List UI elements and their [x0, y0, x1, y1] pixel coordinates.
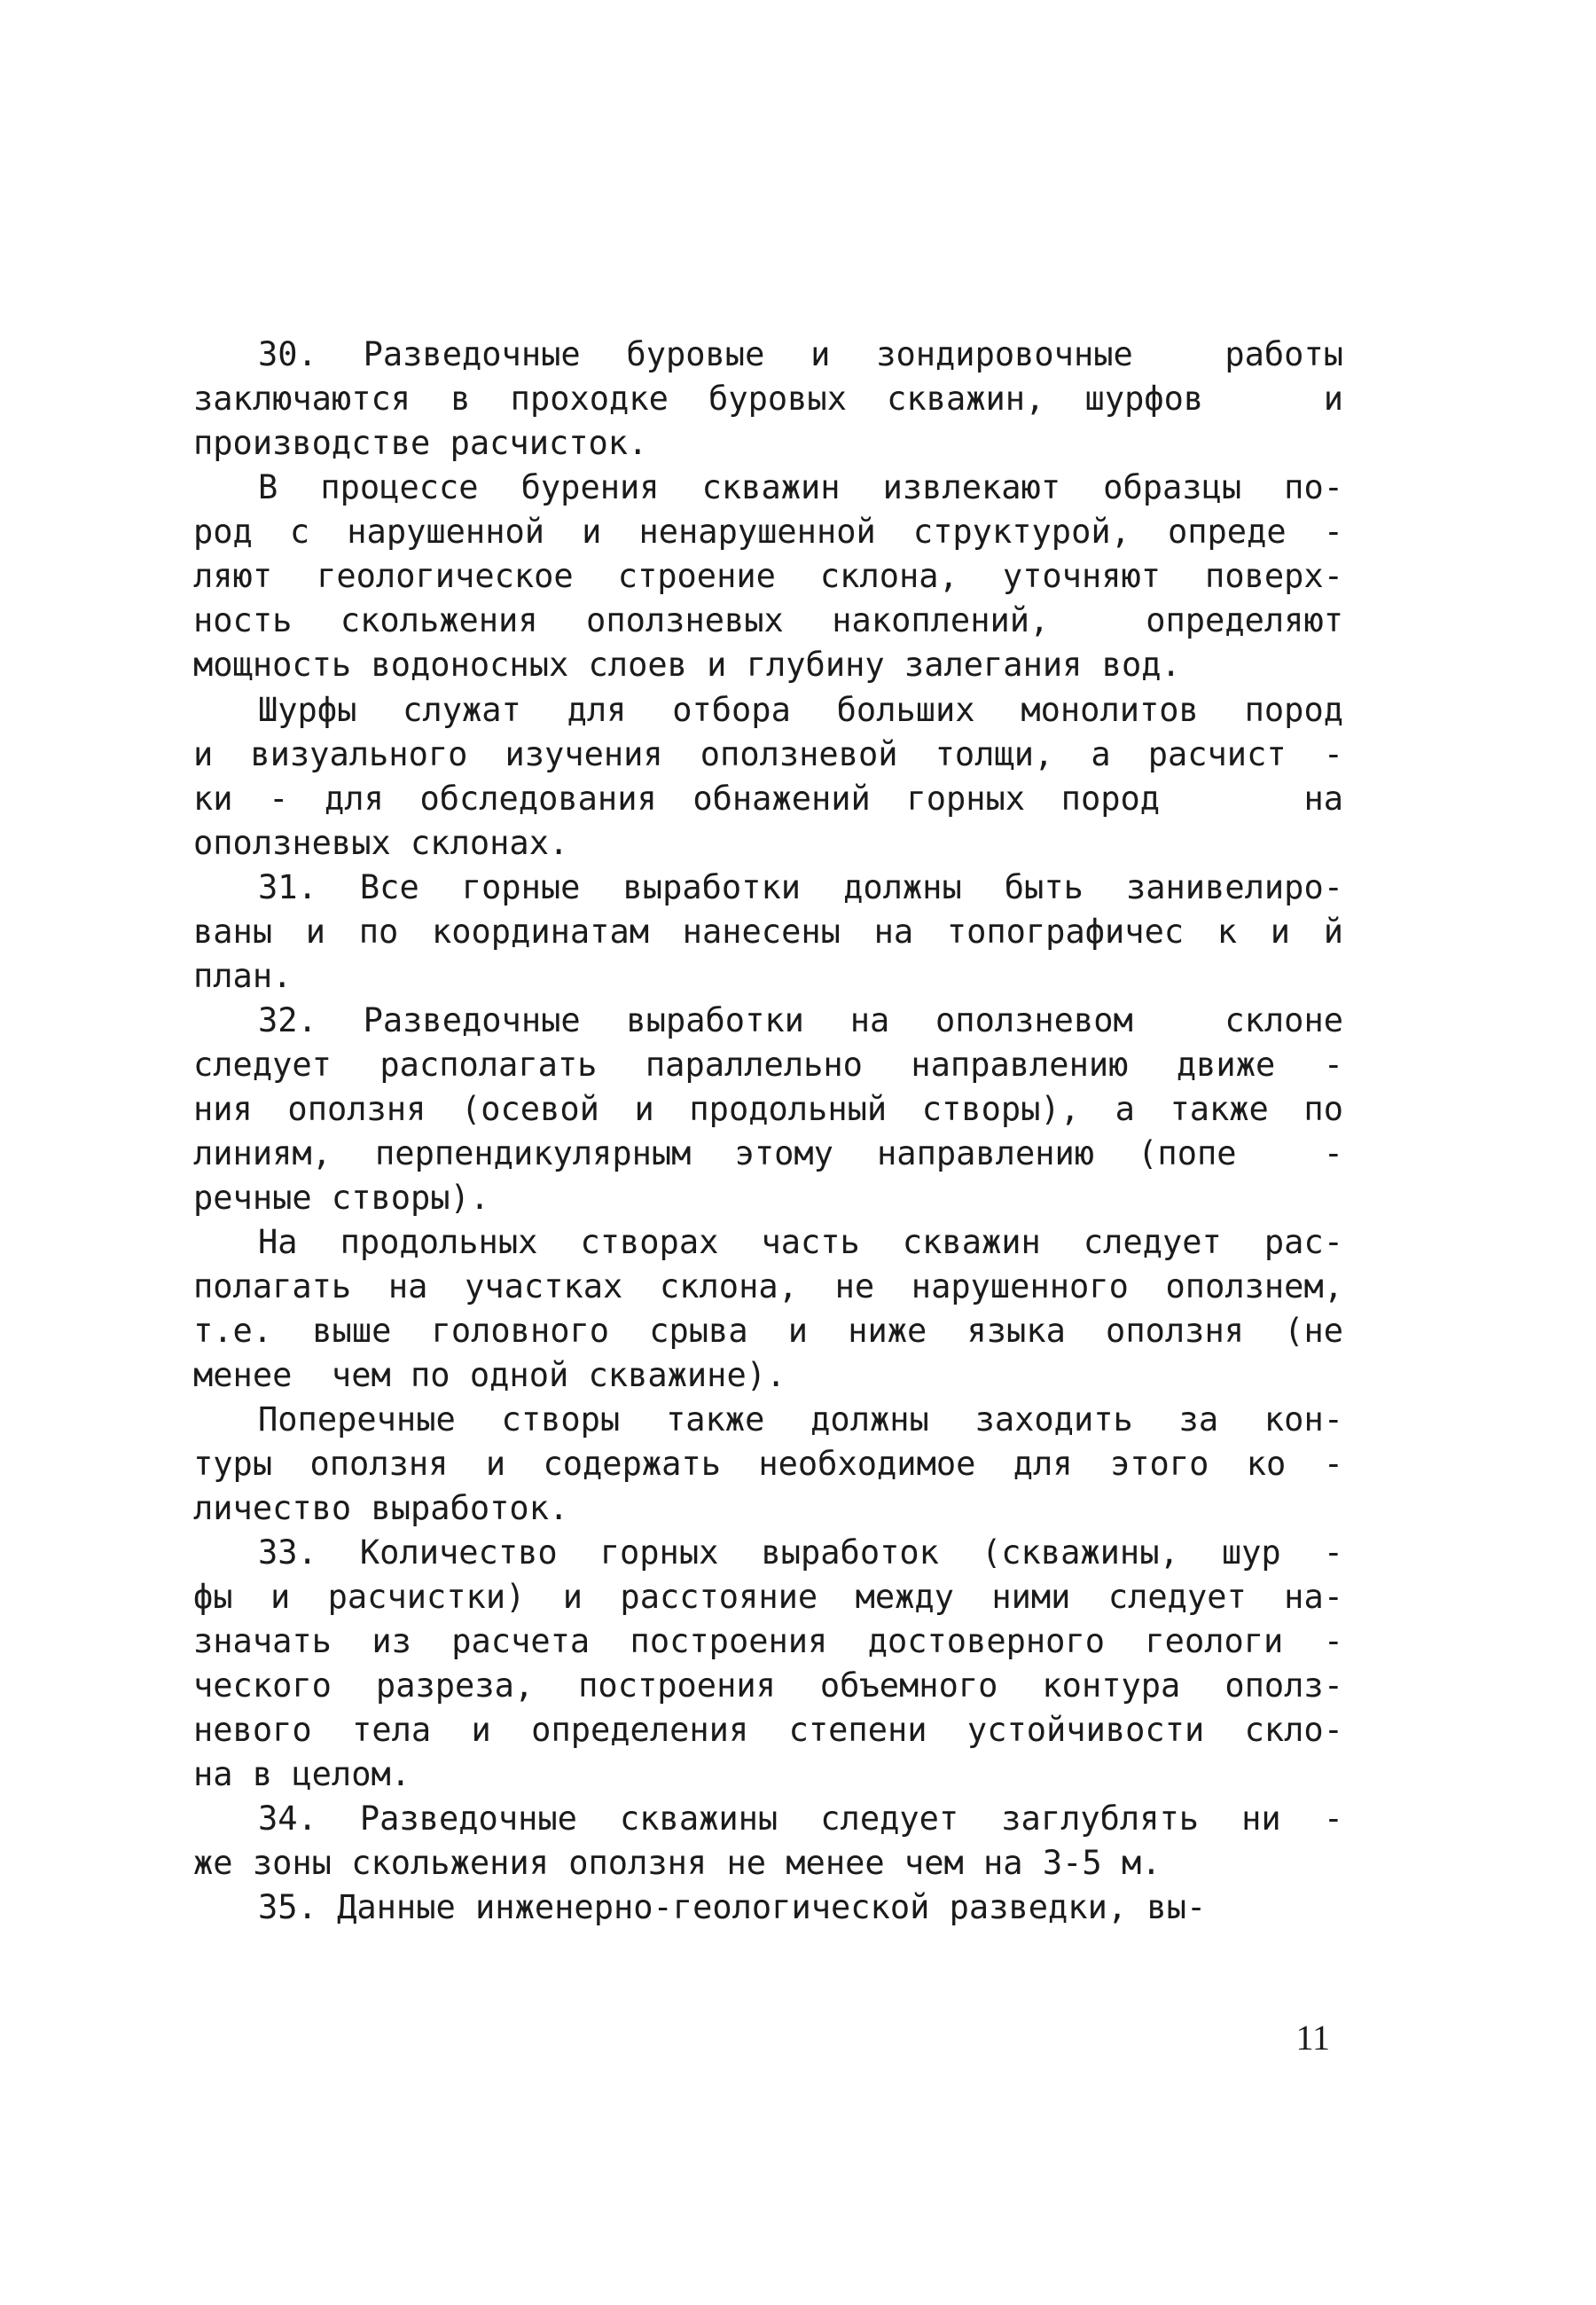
text-line: туры оползня и содержать необходимое для этого ко - [193, 1445, 1343, 1483]
text-line: речные створы). [193, 1179, 490, 1217]
text-line: следует располагать параллельно направлению движе - [193, 1046, 1343, 1084]
text-line: личество выработок. [193, 1489, 569, 1527]
text-line: на в целом. [193, 1755, 411, 1793]
text-line: род с нарушенной и ненарушенной структурой, опреде - [193, 513, 1343, 551]
text-line: 35. Данные инженерно-геологической разведки, вы- [258, 1888, 1207, 1926]
text-line: ческого разреза, построения объемного контура ополз- [193, 1666, 1343, 1705]
text-line: ваны и по координатам нанесены на топографичес к и й [193, 913, 1343, 951]
text-line: менее чем по одной скважине). [193, 1356, 786, 1394]
text-line: 32. Разведочные выработки на оползневом склоне [258, 1001, 1343, 1039]
text-line: оползневых склонах. [193, 824, 569, 862]
text-line: ния оползня (осевой и продольный створы), а также по [193, 1090, 1343, 1128]
text-line: фы и расчистки) и расстояние между ними следует на- [193, 1578, 1343, 1616]
text-line: ляют геологическое строение склона, уточняют поверх- [193, 557, 1343, 595]
text-line: т.е. выше головного срыва и ниже языка оползня (не [193, 1312, 1343, 1350]
text-line: невого тела и определения степени устойчивости скло- [193, 1711, 1343, 1749]
text-line: мощность водоносных слоев и глубину залегания вод. [193, 646, 1181, 684]
text-line: ность скольжения оползневых накоплений, определяют [193, 601, 1343, 639]
text-line: полагать на участках склона, не нарушенного оползнем, [193, 1267, 1343, 1305]
text-line: В процессе бурения скважин извлекают образцы по- [258, 468, 1343, 506]
text-line: план. [193, 957, 293, 995]
text-line: 30. Разведочные буровые и зондировочные работы [258, 335, 1343, 373]
text-line: 31. Все горные выработки должны быть занивелиро- [258, 868, 1343, 906]
text-line: ки - для обследования обнажений горных пород на [193, 780, 1343, 818]
text-line: линиям, перпендикулярным этому направлению (попе - [193, 1134, 1343, 1172]
text-line: 33. Количество горных выработок (скважины, шур - [258, 1533, 1343, 1572]
text-line: производстве расчисток. [193, 424, 648, 462]
text-line: же зоны скольжения оползня не менее чем на 3-5 м. [193, 1844, 1162, 1882]
text-line: значать из расчета построения достоверного геологи - [193, 1622, 1343, 1660]
page-number: 11 [1295, 2018, 1330, 2058]
text-line: и визуального изучения оползневой толщи, а расчист - [193, 735, 1343, 773]
text-line: На продольных створах часть скважин следует рас- [258, 1223, 1343, 1261]
text-line: заключаются в проходке буровых скважин, шурфов и [193, 380, 1343, 418]
text-line: Поперечные створы также должны заходить за кон- [258, 1400, 1343, 1439]
text-line: 34. Разведочные скважины следует заглублять ни - [258, 1799, 1343, 1838]
text-line: Шурфы служат для отбора больших монолитов пород [258, 691, 1343, 729]
